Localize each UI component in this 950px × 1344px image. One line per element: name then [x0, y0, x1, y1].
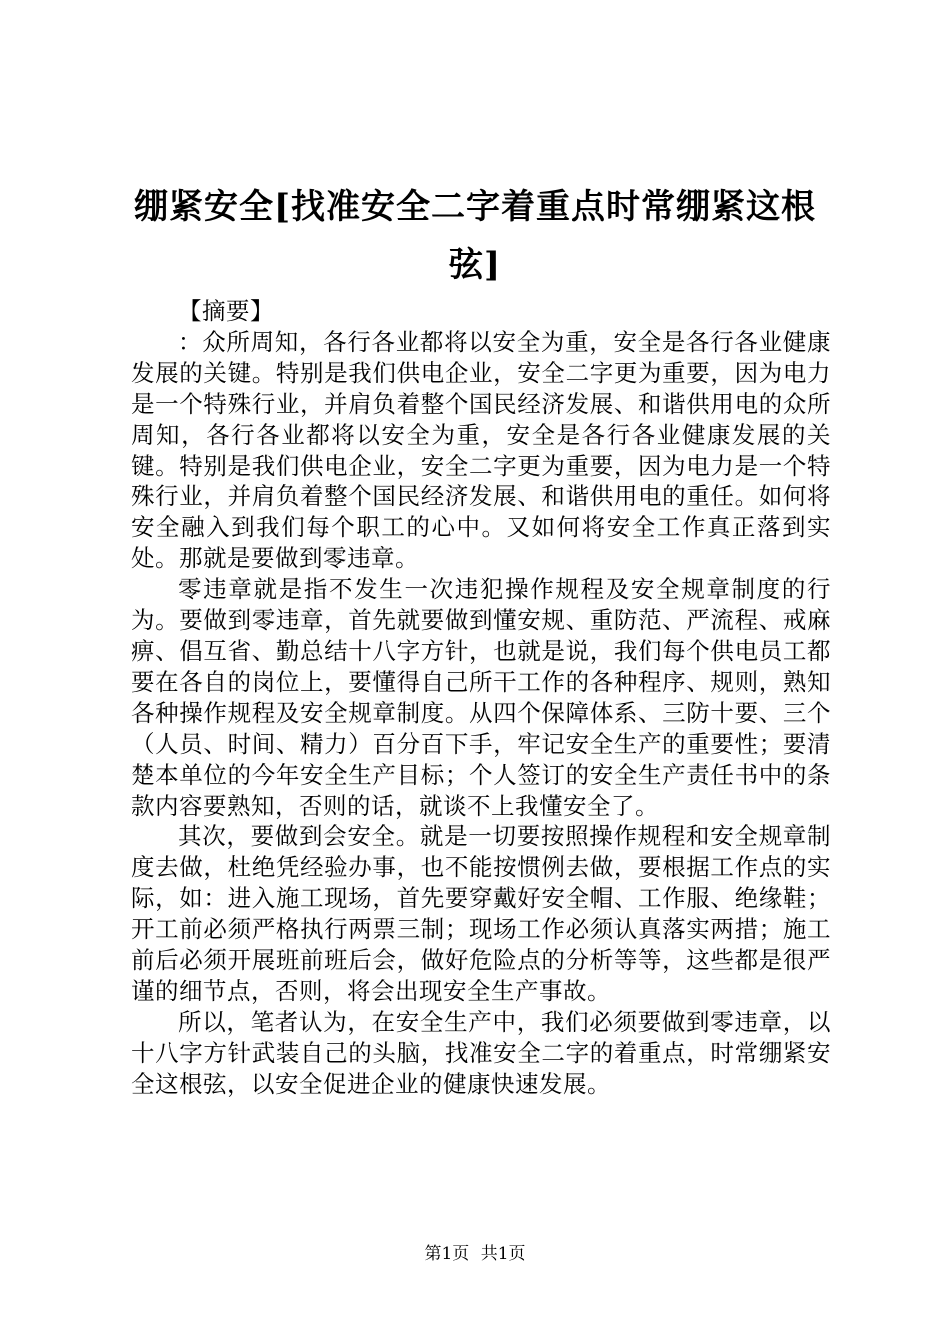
document-body: [131, 296, 831, 1100]
paragraph-2: 零违章就是指不发生一次违犯操作规程及安全规章制度的行为。要做到零违章，首先就要做到懂安规、重防范、严流程、戒麻痹、倡互省、勤总结十八字方针，也就是说，我们每个供电员工都要在各自的岗位上，要懂得自己所干工作的各种程序、规则，熟知各种操作规程及安全规章制度。从四个保障体系、三防十要、三个（人员、时间、精力）百分百下手，牢记安全生产的重要性；要清楚本单位的今年安全生产目标；个人签订的安全生产责任书中的条款内容要熟知，否则的话，就谈不上我懂安全了。: [131, 575, 831, 820]
page-number: 第1页: [424, 1244, 470, 1264]
paragraph-1: ：众所周知，各行各业都将以安全为重，安全是各行各业健康发展的关键。特别是我们供电企业，安全二字更为重要，因为电力是一个特殊行业，并肩负着整个国民经济发展、和谐供用电的众所周知，各行各业都将以安全为重，安全是各行各业健康发展的关键。特别是我们供电企业，安全二字更为重要，因为电力是一个特殊行业，并肩负着整个国民经济发展、和谐供用电的重任。如何将安全融入到我们每个职工的心中。又如何将安全工作真正落到实处。那就是要做到零违章。: [131, 327, 831, 573]
paragraph-3: 其次，要做到会安全。就是一切要按照操作规程和安全规章制度去做，杜绝凭经验办事，也不能按惯例去做，要根据工作点的实际，如：进入施工现场，首先要穿戴好安全帽、工作服、绝缘鞋；开工前必须严格执行两票三制；现场工作必须认真落实两措；施工前后必须开展班前班后会，做好危险点的分析等等，这些都是很严谨的细节点，否则，将会出现安全生产事故。: [131, 822, 831, 1005]
page-footer: [0, 1242, 950, 1266]
paragraph-4: 所以，笔者认为，在安全生产中，我们必须要做到零违章，以十八字方针武装自己的头脑，找准安全二字的着重点，时常绷紧安全这根弦，以安全促进企业的健康快速发展。: [131, 1007, 831, 1098]
page-total: 共1页: [480, 1244, 526, 1264]
document-title: 绷紧安全[找准安全二字着重点时常绷紧这根弦]: [133, 187, 817, 285]
abstract-label: 【摘要】: [178, 297, 274, 325]
